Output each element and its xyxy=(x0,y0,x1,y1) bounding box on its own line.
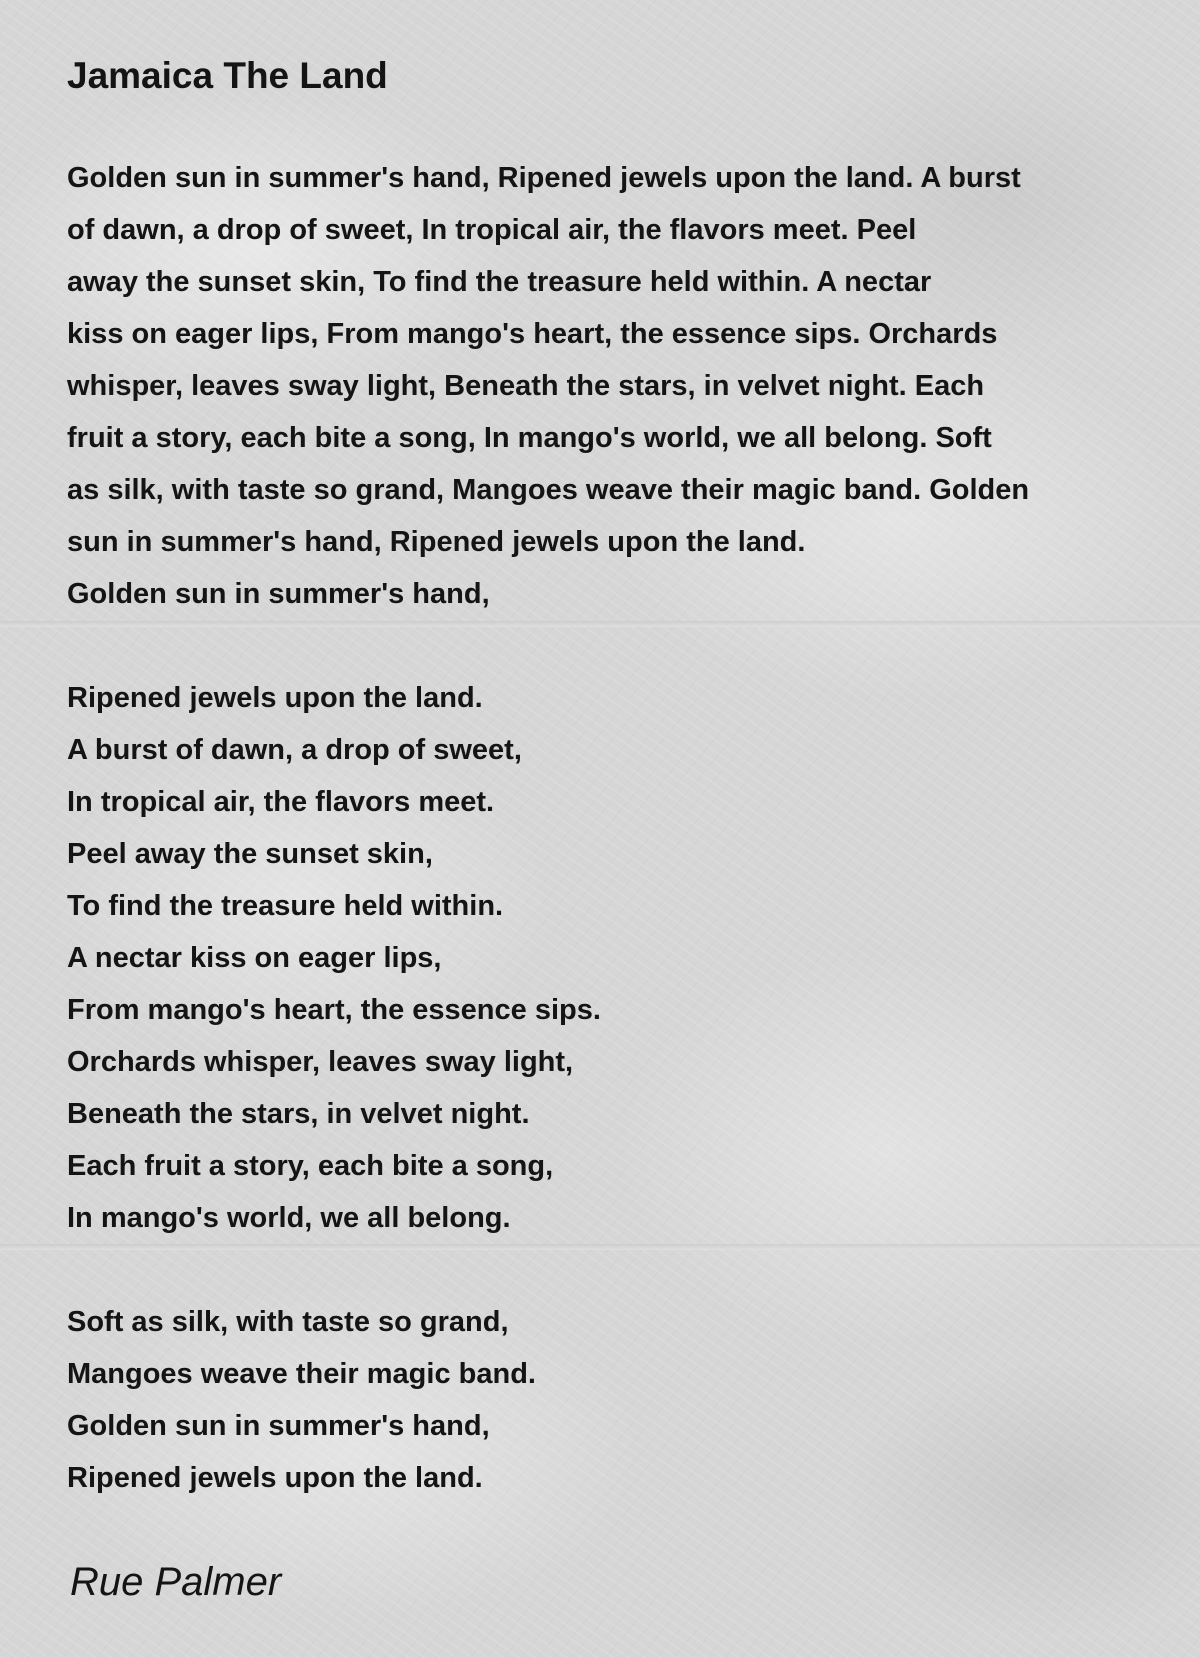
poem-body xyxy=(67,152,1177,1504)
poem-line: A nectar kiss on eager lips, xyxy=(67,942,442,974)
poem-line: In mango's world, we all belong. xyxy=(67,1202,511,1234)
poem-line: fruit a story, each bite a song, In mango's world, we all belong. Soft xyxy=(67,422,992,454)
poem-line: A burst of dawn, a drop of sweet, xyxy=(67,734,522,766)
poem-line: Each fruit a story, each bite a song, xyxy=(67,1150,554,1182)
poem-author: Rue Palmer xyxy=(70,1560,282,1604)
poem-line: Orchards whisper, leaves sway light, xyxy=(67,1046,574,1078)
poem-line: as silk, with taste so grand, Mangoes weave their magic band. Golden xyxy=(67,474,1030,506)
poem-title: Jamaica The Land xyxy=(67,55,388,96)
poem-line: From mango's heart, the essence sips. xyxy=(67,994,601,1026)
poem-line: Golden sun in summer's hand, Ripened jewels upon the land. A burst xyxy=(67,162,1021,194)
poem-line: Ripened jewels upon the land. xyxy=(67,682,483,714)
poem-line: whisper, leaves sway light, Beneath the stars, in velvet night. Each xyxy=(67,370,985,402)
stanza-break xyxy=(67,620,1177,672)
poem-line: Mangoes weave their magic band. xyxy=(67,1358,536,1390)
poem-line: Golden sun in summer's hand, xyxy=(67,1410,490,1442)
poem-line: away the sunset skin, To find the treasure held within. A nectar xyxy=(67,266,932,298)
poem-line: Golden sun in summer's hand, xyxy=(67,578,490,610)
poem-line: Soft as silk, with taste so grand, xyxy=(67,1306,509,1338)
poem-line: To find the treasure held within. xyxy=(67,890,504,922)
poem-line: Beneath the stars, in velvet night. xyxy=(67,1098,530,1130)
stanza-break xyxy=(67,1244,1177,1296)
poem-line: Peel away the sunset skin, xyxy=(67,838,433,870)
poem-line: kiss on eager lips, From mango's heart, the essence sips. Orchards xyxy=(67,318,998,350)
poem-line: In tropical air, the flavors meet. xyxy=(67,786,495,818)
poem-line: Ripened jewels upon the land. xyxy=(67,1462,483,1494)
poem-line: sun in summer's hand, Ripened jewels upon the land. xyxy=(67,526,806,558)
poem-line: of dawn, a drop of sweet, In tropical air, the flavors meet. Peel xyxy=(67,214,917,246)
